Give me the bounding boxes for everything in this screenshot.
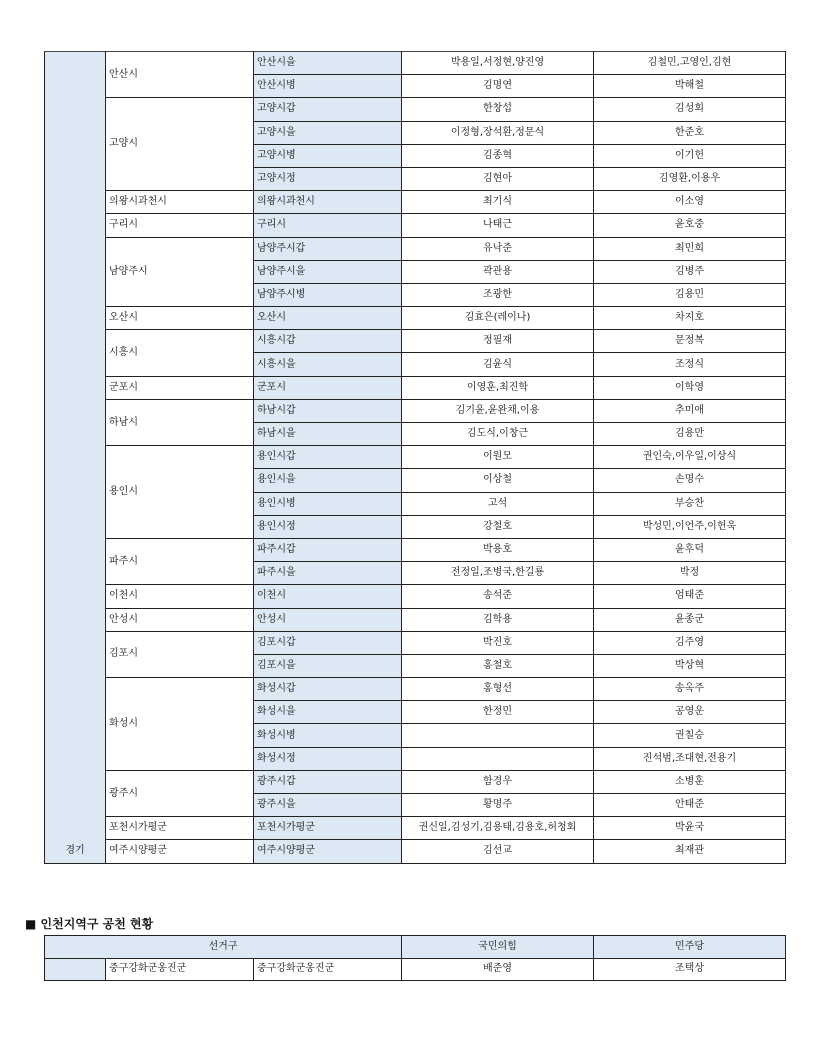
table-row — [45, 307, 786, 330]
dem-candidate-cell: 송옥주 — [594, 678, 786, 701]
dem-candidate-cell: 박윤국 — [594, 817, 786, 840]
ppp-candidate-cell: 강철호 — [402, 515, 594, 538]
district-cell: 용인시을 — [254, 469, 402, 492]
district-cell: 오산시 — [254, 307, 402, 330]
district-cell: 하남시을 — [254, 423, 402, 446]
ppp-candidate-cell: 김도식,이창근 — [402, 423, 594, 446]
ppp-candidate-cell — [402, 724, 594, 747]
district-cell: 고양시병 — [254, 144, 402, 167]
table-row — [45, 237, 786, 260]
city-cell: 고양시 — [106, 98, 254, 191]
dem-candidate-cell: 소병훈 — [594, 770, 786, 793]
region-cell — [45, 958, 106, 981]
district-cell: 파주시을 — [254, 562, 402, 585]
city-cell: 의왕시과천시 — [106, 191, 254, 214]
district-cell: 포천시가평군 — [254, 817, 402, 840]
ppp-candidate-cell: 한정민 — [402, 701, 594, 724]
district-cell: 안성시 — [254, 608, 402, 631]
ppp-candidate-cell: 홍철호 — [402, 654, 594, 677]
city-cell: 용인시 — [106, 446, 254, 539]
district-cell: 시흥시을 — [254, 353, 402, 376]
gyeonggi-table-body — [45, 52, 786, 864]
dem-candidate-cell: 윤후덕 — [594, 538, 786, 561]
district-cell: 파주시갑 — [254, 538, 402, 561]
district-cell: 남양주시갑 — [254, 237, 402, 260]
dem-candidate-cell: 최재관 — [594, 840, 786, 863]
ppp-candidate-cell: 권신일,김성기,김용태,김용호,허청회 — [402, 817, 594, 840]
table-row — [45, 191, 786, 214]
district-cell: 중구강화군옹진군 — [254, 958, 402, 981]
dem-candidate-cell: 이학영 — [594, 376, 786, 399]
dem-candidate-cell: 조택상 — [594, 958, 786, 981]
ppp-candidate-cell: 나태근 — [402, 214, 594, 237]
table-row — [45, 214, 786, 237]
table-row — [45, 446, 786, 469]
city-cell: 광주시 — [106, 770, 254, 816]
ppp-candidate-cell: 고석 — [402, 492, 594, 515]
ppp-candidate-cell: 김기윤,윤완채,이용 — [402, 399, 594, 422]
table-row — [45, 538, 786, 561]
city-cell: 안산시 — [106, 52, 254, 98]
table-row — [45, 585, 786, 608]
dem-candidate-cell: 조정식 — [594, 353, 786, 376]
incheon-section-title: ■ 인천지역구 공천 현황 — [25, 917, 154, 931]
ppp-candidate-cell: 박용호 — [402, 538, 594, 561]
district-cell: 이천시 — [254, 585, 402, 608]
ppp-candidate-cell: 곽관용 — [402, 260, 594, 283]
dem-candidate-cell: 김주영 — [594, 631, 786, 654]
ppp-candidate-cell: 이원모 — [402, 446, 594, 469]
dem-candidate-cell: 박해철 — [594, 75, 786, 98]
city-cell: 하남시 — [106, 399, 254, 445]
dem-candidate-cell: 엄태준 — [594, 585, 786, 608]
ppp-candidate-cell: 김현아 — [402, 167, 594, 190]
ppp-candidate-cell: 김선교 — [402, 840, 594, 863]
dem-candidate-cell: 김용민 — [594, 283, 786, 306]
dem-candidate-cell: 김용만 — [594, 423, 786, 446]
ppp-candidate-cell: 박용일,서정현,양진영 — [402, 52, 594, 75]
dem-candidate-cell: 추미애 — [594, 399, 786, 422]
city-cell: 시흥시 — [106, 330, 254, 376]
dem-candidate-cell: 손명수 — [594, 469, 786, 492]
city-cell: 구리시 — [106, 214, 254, 237]
district-cell: 구리시 — [254, 214, 402, 237]
ppp-candidate-cell: 김효은(레이나) — [402, 307, 594, 330]
city-cell: 오산시 — [106, 307, 254, 330]
gyeonggi-nomination-table — [44, 51, 786, 864]
district-cell: 김포시갑 — [254, 631, 402, 654]
ppp-candidate-cell: 박진호 — [402, 631, 594, 654]
ppp-candidate-cell — [402, 747, 594, 770]
dem-candidate-cell: 박정 — [594, 562, 786, 585]
district-cell: 남양주시을 — [254, 260, 402, 283]
dem-candidate-cell: 윤호중 — [594, 214, 786, 237]
district-cell: 시흥시갑 — [254, 330, 402, 353]
table-row — [45, 770, 786, 793]
dem-candidate-cell: 김성회 — [594, 98, 786, 121]
ppp-candidate-cell: 최기식 — [402, 191, 594, 214]
dem-candidate-cell: 차지호 — [594, 307, 786, 330]
dem-candidate-cell: 권칠승 — [594, 724, 786, 747]
district-cell: 화성시정 — [254, 747, 402, 770]
ppp-candidate-cell: 정필재 — [402, 330, 594, 353]
table-row — [45, 399, 786, 422]
table-row — [45, 330, 786, 353]
district-cell: 고양시을 — [254, 121, 402, 144]
district-cell: 안산시을 — [254, 52, 402, 75]
district-cell: 안산시병 — [254, 75, 402, 98]
header-ppp: 국민의힘 — [402, 936, 594, 959]
dem-candidate-cell: 박성민,이언주,이헌욱 — [594, 515, 786, 538]
city-cell: 군포시 — [106, 376, 254, 399]
dem-candidate-cell: 김병주 — [594, 260, 786, 283]
city-cell: 남양주시 — [106, 237, 254, 307]
district-cell: 하남시갑 — [254, 399, 402, 422]
city-cell: 파주시 — [106, 538, 254, 584]
ppp-candidate-cell: 김윤식 — [402, 353, 594, 376]
district-cell: 김포시을 — [254, 654, 402, 677]
district-cell: 화성시병 — [254, 724, 402, 747]
dem-candidate-cell: 권인숙,이우일,이상식 — [594, 446, 786, 469]
ppp-candidate-cell: 배준영 — [402, 958, 594, 981]
ppp-candidate-cell: 송석준 — [402, 585, 594, 608]
dem-candidate-cell: 이기헌 — [594, 144, 786, 167]
ppp-candidate-cell: 홍형선 — [402, 678, 594, 701]
ppp-candidate-cell: 김명연 — [402, 75, 594, 98]
district-cell: 고양시갑 — [254, 98, 402, 121]
dem-candidate-cell: 진석범,조대현,전용기 — [594, 747, 786, 770]
table-row — [45, 376, 786, 399]
dem-candidate-cell: 문정복 — [594, 330, 786, 353]
dem-candidate-cell: 김철민,고영인,김현 — [594, 52, 786, 75]
district-cell: 용인시병 — [254, 492, 402, 515]
dem-candidate-cell: 김영환,이용우 — [594, 167, 786, 190]
district-cell: 여주시양평군 — [254, 840, 402, 863]
ppp-candidate-cell: 유낙준 — [402, 237, 594, 260]
ppp-candidate-cell: 이정형,장석환,정문식 — [402, 121, 594, 144]
dem-candidate-cell: 한준호 — [594, 121, 786, 144]
header-dem: 민주당 — [594, 936, 786, 959]
dem-candidate-cell: 안태준 — [594, 794, 786, 817]
city-cell: 안성시 — [106, 608, 254, 631]
district-cell: 화성시을 — [254, 701, 402, 724]
dem-candidate-cell: 이소영 — [594, 191, 786, 214]
ppp-candidate-cell: 함경우 — [402, 770, 594, 793]
dem-candidate-cell: 공영운 — [594, 701, 786, 724]
ppp-candidate-cell: 김학용 — [402, 608, 594, 631]
district-cell: 용인시정 — [254, 515, 402, 538]
ppp-candidate-cell: 조광한 — [402, 283, 594, 306]
dem-candidate-cell: 윤종군 — [594, 608, 786, 631]
district-cell: 화성시갑 — [254, 678, 402, 701]
ppp-candidate-cell: 한창섭 — [402, 98, 594, 121]
city-cell: 중구강화군옹진군 — [106, 958, 254, 981]
incheon-nomination-table — [44, 935, 786, 981]
city-cell: 여주시양평군 — [106, 840, 254, 863]
district-cell: 광주시갑 — [254, 770, 402, 793]
header-district: 선거구 — [45, 936, 402, 959]
district-cell: 광주시을 — [254, 794, 402, 817]
table-row — [45, 98, 786, 121]
ppp-candidate-cell: 황명주 — [402, 794, 594, 817]
table-row — [45, 840, 786, 863]
dem-candidate-cell: 최민희 — [594, 237, 786, 260]
dem-candidate-cell: 박상혁 — [594, 654, 786, 677]
ppp-candidate-cell: 김종혁 — [402, 144, 594, 167]
table-row — [45, 817, 786, 840]
table-row — [45, 631, 786, 654]
table-row — [45, 678, 786, 701]
city-cell: 화성시 — [106, 678, 254, 771]
district-cell: 남양주시병 — [254, 283, 402, 306]
ppp-candidate-cell: 이영훈,최진학 — [402, 376, 594, 399]
table-row — [45, 608, 786, 631]
incheon-header-row — [45, 936, 786, 959]
district-cell: 고양시정 — [254, 167, 402, 190]
ppp-candidate-cell: 전정일,조병국,한길룡 — [402, 562, 594, 585]
ppp-candidate-cell: 이상철 — [402, 469, 594, 492]
district-cell: 군포시 — [254, 376, 402, 399]
city-cell: 포천시가평군 — [106, 817, 254, 840]
district-cell: 용인시갑 — [254, 446, 402, 469]
city-cell: 김포시 — [106, 631, 254, 677]
city-cell: 이천시 — [106, 585, 254, 608]
table-row — [45, 52, 786, 75]
dem-candidate-cell: 부승찬 — [594, 492, 786, 515]
district-cell: 의왕시과천시 — [254, 191, 402, 214]
table-row — [45, 958, 786, 981]
region-cell: 경기 — [45, 52, 106, 864]
